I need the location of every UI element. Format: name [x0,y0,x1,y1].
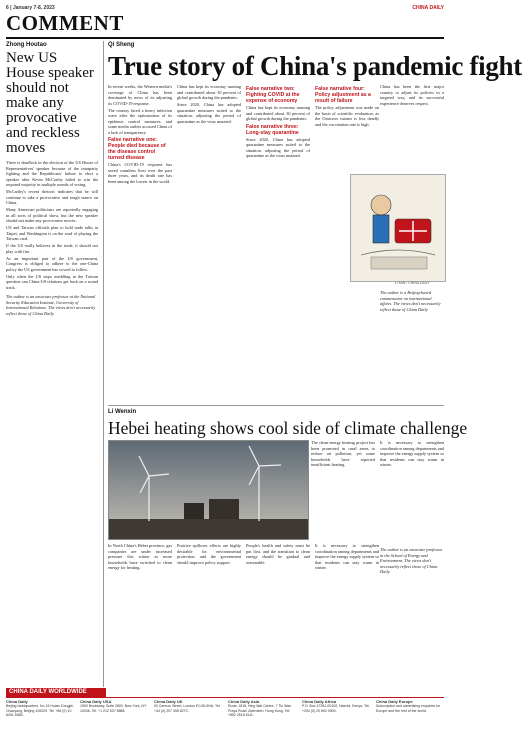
left-author-note: The author is an associate professor at the National Security Education Institute, University of International Relations. The views don't necessarily reflect those of China Daily. [6,294,96,316]
left-article [6,42,98,321]
subhead: False narrative two: Fighting COVID at the expense of economy [246,86,300,104]
main-headline: True story of China's pandemic fight [108,51,522,81]
main-para: In recent weeks, the Western media's coverage of China has been dominated by news of its adjusting its COVID-19 response. [108,84,172,106]
editorial-cartoon [350,174,446,282]
subhead: False narrative one: People died because of the disease control turned disease [108,137,166,161]
left-para: As an important part of the US government, Congress is obliged to adhere to the one-China policy the US government has vowed to follow. [6,255,98,272]
office-block: China Daily Asia Room 1818, Hing Wai Centre, 7 Tin Wan Praya Road, Aberdeen, Hong Kong. Tel: +852 2518 5111. [228,699,292,718]
main-para: The country faced a heavy infection wave after the optimization of its epidemic control measures, and some media outlets accused China of a lack of transparency. [108,107,172,135]
bottom-headline: Hebei heating shows cool side of climate challenge [108,418,468,438]
bottom-para: It is necessary to strengthen coordination among departments and improve the energy supply system so that residents can stay warm in winter. [315,543,379,570]
main-para: China has been the first major country to adjust its policies in a targeted way, and its successful experience deserves respect. [380,84,444,106]
main-author-note: The author is a Beijing-based commentator on international affairs. The views don't necessarily reflect those of China Daily. [380,290,441,312]
bottom-para: Positive spillover effects are highly desirable for environmental protection, and the government should improve policy support. [177,543,241,565]
section-rule [108,405,444,406]
main-para: China's COVID-19 response has saved countless lives over the past three years, and its death rate has been among the lowest in the world. [108,162,172,184]
left-para: If the US really believes in the trade, it should not play with fire. [6,243,98,254]
cartoon-illustration [351,175,445,281]
worldwide-label: CHINA DAILY WORLDWIDE [6,688,106,697]
left-para: Only when the US stops meddling in the Taiwan question can China-US relations get back on a sound track. [6,273,98,290]
section-title: COMMENT [6,11,124,35]
wind-turbine-illustration [109,441,308,539]
top-rule [6,37,444,39]
page-number: 6 | January 7-8, 2023 [6,5,55,11]
image-credit: LI MIN / CHINA DAILY [395,281,430,285]
bottom-para: The clean energy heating project has been promoted in rural areas to reduce air pollution, yet some households have reported insufficient heating. [311,440,375,467]
main-para: China has kept its economy running and contributed about 30 percent of global growth during the pandemic. [246,105,310,121]
column-divider [103,41,104,687]
main-para: The policy adjustment was made on the basis of scientific evaluation, as the Omicron variant is less deadly and the vaccination rate is high. [315,105,379,127]
office-block: China Daily Beijing headquarters, No 15 Huixin Dongjie, Chaoyang, Beijing 100029. Tel: +86 (0) 10 6491 8366. [6,699,74,718]
bottom-author: Li Wenxin [108,409,137,415]
brand-logo: CHINA DAILY [412,5,444,11]
main-author: Qi Sheng [108,42,135,48]
main-para: Since 2020, China has adopted quarantine measures suited to the situation, adjusting the period of quarantine as the virus mutated. [177,102,241,124]
wind-turbine-photo [108,440,309,540]
main-para: China has kept its economy running and contributed about 30 percent of global growth during the pandemic. [177,84,241,100]
bottom-author-note: The author is an associate professor at the School of Energy and Environment. The views don't necessarily reflect those of China Daily. [380,547,443,575]
bottom-para: In North China's Hebei province, gas companies are under increased pressure this winter as more households have switched to clean energy for heating. [108,543,172,570]
subhead: False narrative three: Long-stay quarantine [246,123,299,136]
left-para: McCarthy's recent rhetoric indicates that he will continue to take a provocative and tough stance on China. [6,189,98,205]
left-headline: New US House speaker should not make any provocative and reckless moves [6,50,94,156]
office-block: China Daily Africa P.O. Box 27281-00100, Nairobi, Kenya. Tel: +254 (0) 20 692 0900. [302,699,370,713]
office-block: China Daily UK 90 Cannon Street, London EC4N 6HA. Tel: +44 (0) 207 398 8270. [154,699,221,713]
left-author: Zhong Houtao [6,42,47,48]
main-para: Since 2020, China has adopted quarantine measures suited to the situation, adjusting the period of quarantine as the virus mutated. [246,136,310,158]
office-block: China Daily USA 1500 Broadway, Suite 2800, New York, NY 10036. Tel: +1 212 537 8888. [80,699,147,713]
left-para: Many American politicians are reportedly engaging in all sorts of political show, but the new speaker should not make any provocative moves. [6,207,98,223]
left-para: US and Taiwan officials plan to hold trade talks in Taipei, and Washington is on the road of playing the Taiwan card. [6,225,98,241]
left-para: There is deadlock in the election of the US House of Representatives' speaker because of the intraparty fighting and the Republicans' failure to elect a speaker after Kevin McCarthy failed to win the required majority in multiple rounds of voting. [6,160,98,187]
office-block: China Daily Europe Subscription and advertising enquiries for Europe and the rest of the world. [376,699,441,713]
subhead: False narrative four: Policy adjustment as a result of failure [315,86,371,104]
bottom-para: It is necessary to strengthen coordination among departments and improve the energy supply system so that residents can stay warm in winter. [380,440,444,467]
bottom-para: People's health and safety must be put first, and the transition to clean energy should be gradual and reasonable. [246,543,310,565]
footer-rule [6,697,444,698]
